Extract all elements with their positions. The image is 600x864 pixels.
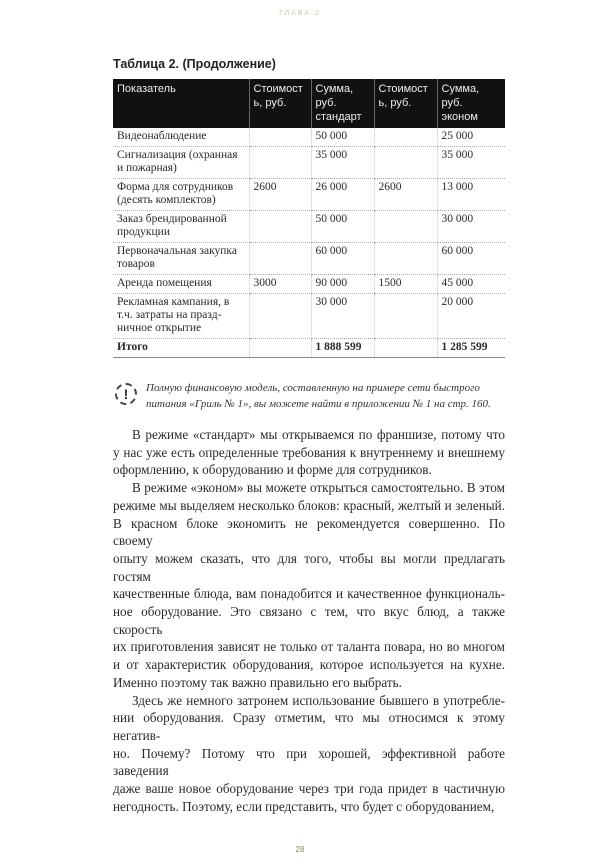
table-row [113,275,505,294]
exclamation-gear-icon: ! [115,383,137,405]
table-cell [249,211,311,243]
body-line: качественные блюда, вам понадобится и качественное функциональ- [113,586,505,602]
table-cell: 35 000 [437,147,505,179]
body-line: В режиме «стандарт» мы открываемся по франшизе, потому что [132,427,505,442]
table-cell: Итого [113,339,249,358]
table-cell: 50 000 [311,128,374,147]
table-cell [249,128,311,147]
body-line: у нас уже есть определенные требования к внутреннему и внешнему [113,444,505,460]
table-cell [249,294,311,339]
table-cell [374,339,437,358]
running-head: ГЛАВА 2 [279,10,321,17]
table-row [113,211,505,243]
body-line: негодность. Поэтому, если представить, что будет с оборудованием, [113,798,495,814]
body-line: В красном блоке экономить не рекомендуется совершенно. По своему [113,515,505,549]
table-cell: 90 000 [311,275,374,294]
table-cell: 45 000 [437,275,505,294]
body-line: их приготовления зависят не только от таланта повара, но во многом [113,639,505,655]
table-cell: Сигнализация (охранная и пожарная) [113,147,249,179]
column-header: Сумма, руб. стандарт [311,79,374,128]
table-row [113,147,505,179]
body-line: ное оборудование. Это связано с тем, что вкус блюд, а также скорость [113,604,505,637]
table-cell: 60 000 [437,243,505,275]
body-line: даже ваше новое оборудование через три года придет в частичную [113,781,505,797]
table-cell: Первоначальная закупка товаров [113,243,249,275]
note-text: Полную финансовую модель, составленную на примере сети быстрого питания «Гриль № 1», вы можете найти в приложении № 1 на стр. 160. [146,382,491,410]
note-block [113,380,505,412]
table-row [113,243,505,275]
table-cell: 2600 [374,179,437,211]
table-cell [374,211,437,243]
table-cell: 1 285 599 [437,339,505,358]
table-total-row [113,339,505,358]
page-number: 28 [295,845,305,855]
table-cell [249,243,311,275]
table-row [113,179,505,211]
table-cell [249,147,311,179]
table-cell: Заказ брендированной продукции [113,211,249,243]
body-line: но. Почему? Потому что при хорошей, эффективной работе заведения [113,745,505,779]
table-cell: 60 000 [311,243,374,275]
body-line: В режиме «эконом» вы можете открыться самостоятельно. В этом [132,480,505,496]
table-cell: 13 000 [437,179,505,211]
table-cell: 30 000 [311,294,374,339]
table-cell: 50 000 [311,211,374,243]
table-cell [374,128,437,147]
table-title: Таблица 2. (Продолжение) [113,57,276,71]
body-text [113,426,505,815]
table-header-row [113,79,505,128]
body-line: Именно поэтому так важно правильно его выбрать. [113,674,402,690]
table-cell: 1500 [374,275,437,294]
column-header: Стоимость, руб. [374,79,437,128]
table-cell [249,339,311,358]
table-cell [374,294,437,339]
table-row [113,128,505,147]
table-cell: 30 000 [437,211,505,243]
column-header: Сумма, руб. эконом [437,79,505,128]
body-line: режиме мы выделяем несколько блоков: красный, желтый и зеленый. [113,497,505,513]
body-line: нии оборудования. Сразу отметим, что мы относимся к этому негатив- [113,710,505,743]
body-line: Здесь же немного затронем использование бывшего в употребле- [132,692,505,708]
body-line: оформлению, к оборудованию и форме для сотрудников. [113,462,432,478]
table-cell [374,147,437,179]
table-cell: Аренда помещения [113,275,249,294]
table-cell: 2600 [249,179,311,211]
table-cell: 20 000 [437,294,505,339]
table-cell: Рекламная кампания, в т.ч. затраты на празд-ничное открытие [113,294,249,339]
cost-table [113,79,505,358]
table-cell: 26 000 [311,179,374,211]
table-cell: 25 000 [437,128,505,147]
column-header: Стоимость, руб. [249,79,311,128]
table-cell: 1 888 599 [311,339,374,358]
table-cell [374,243,437,275]
table-row [113,294,505,339]
body-line: опыту можем сказать, что для того, чтобы вы могли предлагать гостям [113,550,505,584]
table-cell: 35 000 [311,147,374,179]
table-cell: Форма для сотрудников (десять комплектов) [113,179,249,211]
table-cell: Видеонаблюдение [113,128,249,147]
table-cell: 3000 [249,275,311,294]
body-line: и от характеристик оборудования, которое используется на кухне. [113,657,505,673]
column-header: Показатель [113,79,249,128]
